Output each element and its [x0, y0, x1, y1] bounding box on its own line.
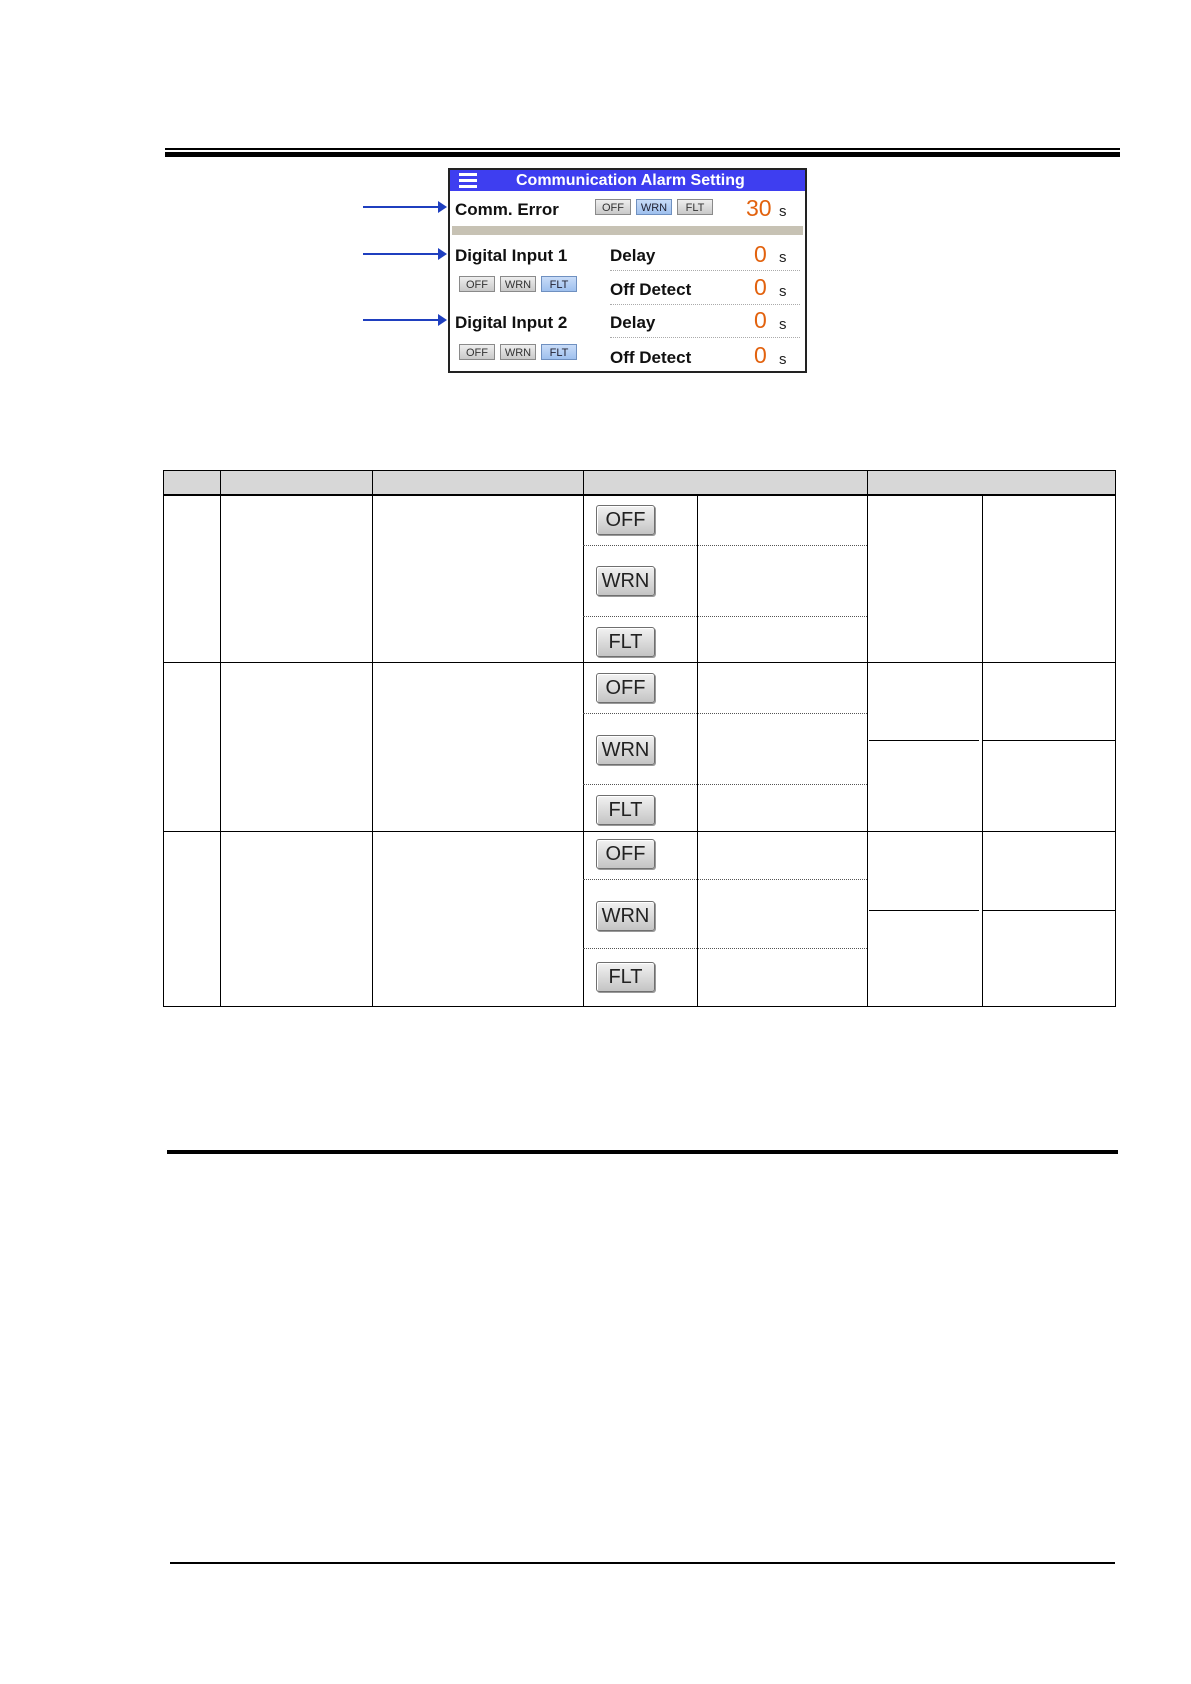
digital-input-1-off-button[interactable]: OFF — [459, 276, 495, 292]
table-border — [163, 470, 164, 1007]
table-subrow-divider — [583, 948, 867, 949]
screen-title: Communication Alarm Setting — [516, 172, 745, 189]
table-cell-split — [869, 910, 979, 911]
digital-input-1-off-detect-value[interactable]: 0 — [754, 274, 767, 300]
digital-input-1-delay-label: Delay — [610, 246, 656, 265]
digital-input-1-off-detect-unit: s — [779, 283, 787, 300]
digital-input-2-delay-value[interactable]: 0 — [754, 307, 767, 333]
table-flt-button-3: FLT — [596, 962, 655, 992]
digital-input-1-wrn-button[interactable]: WRN — [500, 276, 536, 292]
digital-input-1-flt-button[interactable]: FLT — [541, 276, 577, 292]
callout-arrow-digital-input-2 — [363, 319, 445, 321]
table-off-button-1: OFF — [596, 505, 655, 535]
table-wrn-button-2: WRN — [596, 735, 655, 765]
digital-input-1-delay-unit: s — [779, 249, 787, 266]
digital-input-2-delay-label: Delay — [610, 313, 656, 332]
alarm-setting-table — [163, 470, 1116, 1007]
row-divider — [610, 337, 800, 338]
table-column-border — [372, 470, 373, 1007]
table-subrow-divider — [583, 713, 867, 714]
digital-input-2-off-detect-unit: s — [779, 351, 787, 368]
table-wrn-button-1: WRN — [596, 566, 655, 596]
menu-icon[interactable] — [459, 173, 477, 188]
digital-input-2-delay-unit: s — [779, 316, 787, 333]
table-column-border — [583, 470, 584, 1007]
digital-input-1-off-detect-label: Off Detect — [610, 280, 692, 299]
table-border — [1115, 470, 1116, 1007]
comm-error-label: Comm. Error — [455, 200, 559, 219]
digital-input-2-off-detect-value[interactable]: 0 — [754, 342, 767, 368]
table-cell-split — [869, 740, 979, 741]
table-flt-button-2: FLT — [596, 795, 655, 825]
table-column-border — [220, 470, 221, 1007]
row-divider — [610, 270, 800, 271]
table-cell-split — [983, 910, 1115, 911]
table-border — [163, 1006, 1116, 1007]
table-wrn-button-3: WRN — [596, 901, 655, 931]
digital-input-2-wrn-button[interactable]: WRN — [500, 344, 536, 360]
digital-input-2-off-button[interactable]: OFF — [459, 344, 495, 360]
table-group-border — [163, 662, 1116, 663]
digital-input-2-flt-button[interactable]: FLT — [541, 344, 577, 360]
comm-error-unit: s — [779, 203, 787, 220]
header-rule-thick — [165, 152, 1120, 157]
comm-error-flt-button[interactable]: FLT — [677, 199, 713, 215]
table-off-button-2: OFF — [596, 673, 655, 703]
row-divider — [610, 304, 800, 305]
table-column-border — [697, 494, 698, 1007]
table-header-row — [163, 470, 1116, 494]
table-off-button-3: OFF — [596, 839, 655, 869]
comm-error-value[interactable]: 30 — [746, 195, 772, 221]
table-group-border — [163, 831, 1116, 832]
screen-title-bar — [450, 170, 805, 191]
table-cell-split — [983, 740, 1115, 741]
comm-error-wrn-button[interactable]: WRN — [636, 199, 672, 215]
table-column-border — [867, 470, 868, 1007]
table-column-border — [982, 494, 983, 1007]
table-subrow-divider — [583, 784, 867, 785]
table-subrow-divider — [583, 616, 867, 617]
callout-arrow-comm-error — [363, 206, 445, 208]
digital-input-2-off-detect-label: Off Detect — [610, 348, 692, 367]
footer-rule — [170, 1562, 1115, 1564]
communication-alarm-setting-screen — [448, 168, 807, 373]
section-rule — [167, 1150, 1118, 1154]
comm-error-off-button[interactable]: OFF — [595, 199, 631, 215]
section-separator — [452, 226, 803, 235]
table-subrow-divider — [583, 545, 867, 546]
digital-input-2-label: Digital Input 2 — [455, 313, 568, 332]
header-rule-thin — [165, 148, 1120, 150]
table-flt-button-1: FLT — [596, 627, 655, 657]
table-header-border — [163, 494, 1116, 496]
callout-arrow-digital-input-1 — [363, 253, 445, 255]
table-border — [163, 470, 1116, 471]
digital-input-1-delay-value[interactable]: 0 — [754, 241, 767, 267]
table-subrow-divider — [583, 879, 867, 880]
digital-input-1-label: Digital Input 1 — [455, 246, 568, 265]
